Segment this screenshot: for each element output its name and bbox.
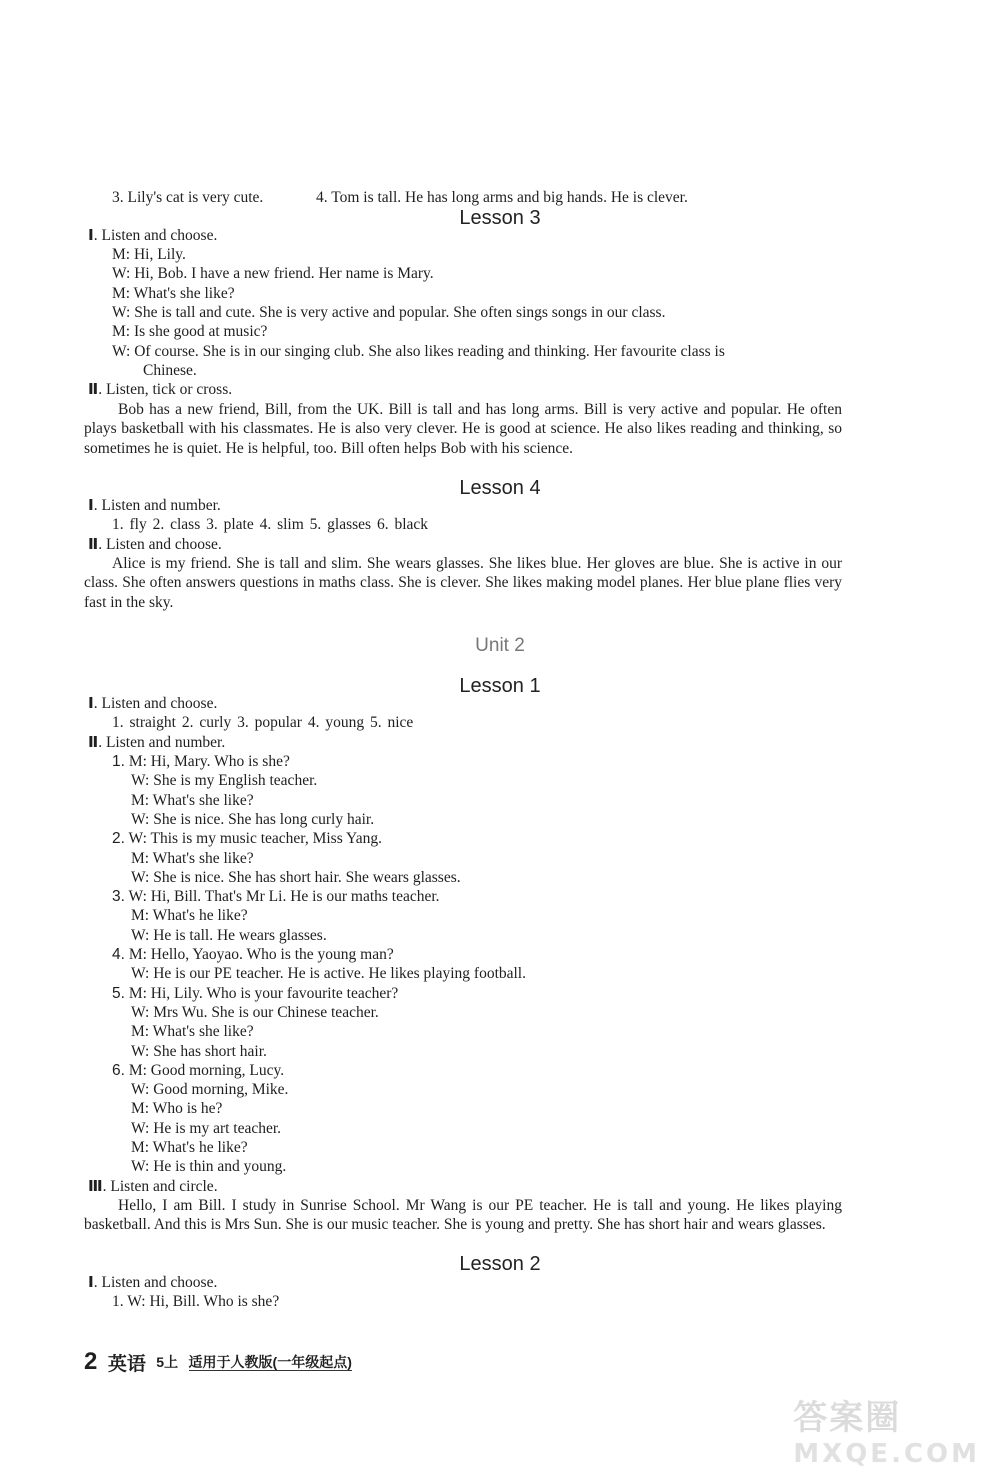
section-title: . Listen and choose. — [93, 695, 218, 712]
grade-label: 5上 — [156, 1354, 179, 1370]
section-number: Ⅰ — [88, 1274, 94, 1291]
dialog-line: W: Good morning, Mike. — [131, 1081, 289, 1098]
dialog-line: W: He is tall. He wears glasses. — [131, 927, 327, 944]
section-title: . Listen and choose. — [98, 536, 222, 553]
answer-line-3: 3. Lily's cat is very cute. — [112, 189, 264, 206]
section-number: Ⅱ — [88, 381, 99, 398]
dialog-line: W: This is my music teacher, Miss Yang. — [128, 830, 382, 847]
dialog-line: M: Hello, Yaoyao. Who is the young man? — [128, 946, 394, 963]
section-2-heading — [88, 733, 225, 752]
dialog-line: W: He is thin and young. — [131, 1158, 287, 1175]
listening-passage: Hello, I am Bill. I study in Sunrise School. Mr Wang is our PE teacher. He is tall and young. He likes playing basketball. And this is Mrs Sun. She is our music teacher. She is young and pretty. She has short hair and wears glasses. — [84, 1197, 842, 1234]
dialog-line: M: Hi, Lily. — [112, 246, 186, 263]
section-title: . Listen and number. — [93, 497, 221, 514]
lesson-2-heading: Lesson 2 — [459, 1253, 541, 1275]
section-number: Ⅲ — [88, 1178, 103, 1195]
dialog-4 — [112, 945, 394, 964]
section-title: . Listen and choose. — [93, 1274, 218, 1291]
section-number: Ⅰ — [88, 695, 94, 712]
section-1-heading — [88, 496, 221, 515]
section-2-heading — [88, 535, 222, 554]
dialog-line: W: Of course. She is in our singing club. She also likes reading and thinking. Her favourite class is — [112, 343, 725, 360]
dialog-2 — [112, 829, 382, 848]
listening-passage: Alice is my friend. She is tall and slim. She wears glasses. She likes blue. Her gloves are blue. She is active in our class. She often answers questions in maths class. She is clever. She likes making model planes. Her blue plane flies very fast in the sky. — [84, 555, 842, 611]
dialog-number: 6. — [112, 1062, 125, 1079]
page-footer — [84, 1348, 352, 1376]
section-title: . Listen and circle. — [102, 1178, 218, 1195]
dialog-line: M: What's she like? — [131, 792, 254, 809]
dialog-1 — [112, 752, 290, 771]
section-number: Ⅰ — [88, 227, 94, 244]
lesson-1-heading: Lesson 1 — [459, 675, 541, 697]
watermark — [793, 1390, 980, 1469]
listening-passage: Bob has a new friend, Bill, from the UK. Bill is tall and has long arms. Bill is very active and popular. He often plays basketball with his classmates. He is also very clever. He is good at science. He also likes reading and thinking, so sometimes he is quiet. He is helpful, too. Bill often helps Bob with his science. — [84, 401, 842, 457]
edition-label: 适用于人教版(一年级起点) — [188, 1354, 352, 1370]
dialog-number: 5. — [112, 985, 125, 1002]
section-number: Ⅰ — [88, 497, 94, 514]
section-1-heading — [88, 1273, 217, 1292]
dialog-number: 4. — [112, 946, 125, 963]
dialog-line: M: Good morning, Lucy. — [128, 1062, 285, 1079]
dialog-line: W: She is my English teacher. — [131, 772, 318, 789]
dialog-line: M: What's she like? — [112, 285, 235, 302]
section-1-heading — [88, 226, 217, 245]
dialog-line: M: What's he like? — [131, 1139, 248, 1156]
lesson-4-heading: Lesson 4 — [459, 477, 541, 499]
answer-items: 1. fly 2. class 3. plate 4. slim 5. glasses 6. black — [112, 516, 429, 533]
dialog-number: 3. — [112, 888, 125, 905]
dialog-line: M: Is she good at music? — [112, 323, 268, 340]
dialog-line: W: She is tall and cute. She is very active and popular. She often sings songs in our class. — [112, 304, 666, 321]
dialog-line: Chinese. — [143, 362, 197, 379]
page-number: 2 — [84, 1348, 98, 1375]
dialog-line: 1. W: Hi, Bill. Who is she? — [112, 1293, 280, 1310]
dialog-line: W: Hi, Bill. That's Mr Li. He is our maths teacher. — [128, 888, 440, 905]
section-3-heading — [88, 1177, 218, 1196]
dialog-line: M: Hi, Lily. Who is your favourite teacher? — [128, 985, 399, 1002]
watermark-url: MXQE.COM — [793, 1439, 980, 1469]
watermark-logo: 答案圈 — [793, 1398, 902, 1438]
section-2-heading — [88, 380, 232, 399]
dialog-line: W: She is nice. She has short hair. She wears glasses. — [131, 869, 461, 886]
dialog-number: 2. — [112, 830, 125, 847]
section-1-heading — [88, 694, 217, 713]
lesson-3-heading: Lesson 3 — [459, 207, 541, 229]
dialog-line: W: He is our PE teacher. He is active. He likes playing football. — [131, 965, 526, 982]
dialog-3 — [112, 887, 440, 906]
answer-items: 1. straight 2. curly 3. popular 4. young 5. nice — [112, 714, 414, 731]
section-title: . Listen, tick or cross. — [98, 381, 233, 398]
dialog-line: M: Hi, Mary. Who is she? — [128, 753, 290, 770]
dialog-line: W: He is my art teacher. — [131, 1120, 282, 1137]
dialog-line: W: Mrs Wu. She is our Chinese teacher. — [131, 1004, 379, 1021]
dialog-line: W: She has short hair. — [131, 1043, 267, 1060]
subject-label: 英语 — [107, 1353, 146, 1375]
dialog-line: M: What's she like? — [131, 850, 254, 867]
dialog-line: M: What's he like? — [131, 907, 248, 924]
unit-2-heading: Unit 2 — [475, 635, 525, 656]
section-title: . Listen and number. — [98, 734, 226, 751]
dialog-line: W: She is nice. She has long curly hair. — [131, 811, 375, 828]
dialog-5 — [112, 984, 398, 1003]
dialog-6 — [112, 1061, 284, 1080]
answer-line-4: 4. Tom is tall. He has long arms and big hands. He is clever. — [316, 189, 688, 206]
section-number: Ⅱ — [88, 536, 99, 553]
dialog-number: 1. — [112, 753, 125, 770]
dialog-line: W: Hi, Bob. I have a new friend. Her name is Mary. — [112, 265, 434, 282]
dialog-line: M: Who is he? — [131, 1100, 223, 1117]
section-number: Ⅱ — [88, 734, 99, 751]
dialog-line: M: What's she like? — [131, 1023, 254, 1040]
section-title: . Listen and choose. — [93, 227, 218, 244]
